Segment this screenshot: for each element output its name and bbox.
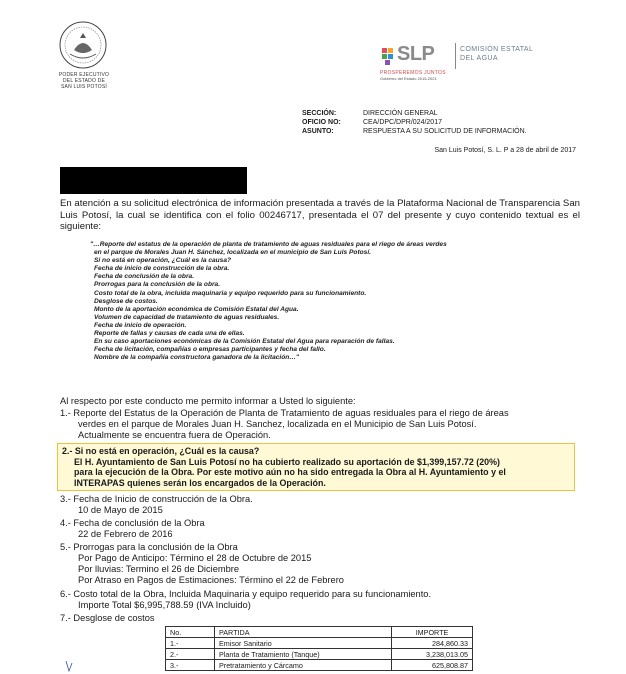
asunto-value: RESPUESTA A SU SOLICITUD DE INFORMACIÓN. <box>363 128 527 135</box>
quote-line: Fecha de inicio de operación. <box>94 321 187 329</box>
item-1 <box>60 408 588 441</box>
row-partida: Planta de Tratamiento (Tanque) <box>215 649 392 660</box>
quote-line: En su caso aportaciones económicas de la Comisión Estatal del Agua para reparación de fallas. <box>94 338 395 346</box>
table-header-row <box>166 627 473 638</box>
row-no: 3.- <box>166 660 215 671</box>
item-5-line: Por lluvias: Termino el 26 de Diciembre <box>78 564 240 574</box>
pen-mark-icon <box>64 660 74 672</box>
item-5-line: Por Atraso en Pagos de Estimaciones: Término el 22 de Febrero <box>78 575 344 585</box>
item-2 <box>62 446 570 489</box>
quote-line: Nombre de la compañía constructora ganadora de la licitación…" <box>94 354 300 362</box>
item-3-title: 3.- Fecha de Inicio de construcción de la Obra. <box>60 494 253 504</box>
item-3 <box>60 494 588 516</box>
agency-name-line: COMISIÓN ESTATAL <box>460 46 534 53</box>
logo-subtitle: Gobierno del Estado 2015-2021 <box>380 76 437 81</box>
logo-tagline: PROSPEREMOS JUNTOS <box>380 70 446 76</box>
quote-line: Reporte de fallas y causas de cada una de ellas. <box>94 330 245 338</box>
intro-paragraph: En atención a su solicitud electrónica de información presentada a través de la Plataforma Nacional de Transparencia San Luis Potosí, la cual se identifica con el folio 00246717, presentada el 07 del presente y cuyo contenido textual es el siguiente: <box>60 198 580 233</box>
item-2-title: 2.- Si no está en operación, ¿Cuál es la causa? <box>62 446 260 456</box>
seal-caption-line: PODER EJECUTIVO <box>58 72 110 78</box>
item-1-status: Actualmente se encuentra fuera de Operación. <box>78 430 271 440</box>
response-intro: Al respecto por este conducto me permito informar a Usted lo siguiente: <box>60 396 356 406</box>
item-6-title: 6.- Costo total de la Obra, Incluida Maquinaria y equipo requerido para su funcionamiento. <box>60 589 432 599</box>
header-divider <box>455 43 456 69</box>
item-4-title: 4.- Fecha de conclusión de la Obra <box>60 518 205 528</box>
quote-line: Monto de la aportación económica de Comisión Estatal del Agua. <box>94 305 299 313</box>
quote-line: Prorrogas para la conclusión de la obra. <box>94 281 221 289</box>
row-partida: Pretratamiento y Cárcamo <box>215 660 392 671</box>
redacted-recipient-block <box>60 167 247 194</box>
item-2-line: para la ejecución de la Obra. Por este motivo aún no ha sido entregada la Obra al H. Ayuntamiento y el <box>74 467 506 478</box>
item-1-line: 1.- Reporte del Estatus de la Operación de Planta de Tratamiento de aguas residuales para el riego de áreas <box>60 408 509 418</box>
row-importe: 3,238,013.05 <box>392 649 473 660</box>
row-no: 1.- <box>166 638 215 649</box>
document-date: San Luis Potosí, S. L. P a 28 de abril de 2017 <box>434 147 576 154</box>
quote-line: Fecha de inicio de construcción de la obra. <box>94 265 230 273</box>
item-5 <box>60 542 588 586</box>
quote-line: Desglose de costos. <box>94 297 158 305</box>
item-1-line: verdes en el parque de Morales Juan H. Sanchez, localizada en el Municipio de San Luis Potosí. <box>78 419 477 429</box>
quote-line: Si no está en operación, ¿Cuál es la causa? <box>94 257 232 265</box>
item-7 <box>60 613 588 624</box>
item-4-value: 22 de Febrero de 2016 <box>78 529 173 539</box>
quoted-request <box>90 241 560 362</box>
oficio-value: CEA/DPC/DPR/024/2017 <box>363 119 442 126</box>
seal-caption-line: DEL ESTADO DE <box>62 78 106 84</box>
item-3-value: 10 de Mayo de 2015 <box>78 505 163 515</box>
table-row <box>166 649 473 660</box>
row-importe: 625,808.87 <box>392 660 473 671</box>
asunto-label: ASUNTO: <box>302 128 334 135</box>
item-7-title: 7.- Desglose de costos <box>60 613 155 623</box>
seal-caption-line: SAN LUIS POTOSÍ <box>61 84 107 90</box>
oficio-label: OFICIO NO: <box>302 119 341 126</box>
item-6 <box>60 589 588 611</box>
item-5-line: Por Pago de Anticipo: Término el 28 de Octubre de 2015 <box>78 553 312 563</box>
item-4 <box>60 518 588 540</box>
table-row <box>166 660 473 671</box>
agency-name <box>460 45 533 63</box>
table-row <box>166 638 473 649</box>
quote-line: Volumen de capacidad de tratamiento de aguas residuales. <box>94 313 280 321</box>
row-partida: Emisor Sanitario <box>215 638 392 649</box>
slp-logo-text: SLP <box>397 43 435 65</box>
seal-caption <box>46 72 122 90</box>
row-no: 2.- <box>166 649 215 660</box>
quote-line: Fecha de conclusión de la obra. <box>94 273 195 281</box>
item-2-line: INTERAPAS quienes serán los encargados de la Operación. <box>74 478 326 489</box>
seccion-value: DIRECCIÓN GENERAL <box>363 110 438 117</box>
cost-breakdown-table <box>165 626 473 671</box>
col-header-no: No. <box>166 627 215 638</box>
item-6-value: Importe Total $6,995,788.59 (IVA Incluido) <box>78 600 251 610</box>
seccion-label: SECCIÓN: <box>302 110 337 117</box>
agency-name-line: DEL AGUA <box>460 55 498 62</box>
item-5-title: 5.- Prorrogas para la conclusión de la Obra <box>60 542 238 552</box>
state-seal-emblem <box>58 20 108 70</box>
col-header-partida: PARTIDA <box>215 627 392 638</box>
quote-line: Costo total de la obra, incluida maquinaria y equipo requerido para su funcionamiento. <box>94 289 367 297</box>
row-importe: 284,860.33 <box>392 638 473 649</box>
quote-line: en el parque de Morales Juan H. Sánchez, localizada en el municipio de San Luis Potosí. <box>94 249 372 257</box>
item-2-line: El H. Ayuntamiento de San Luis Potosí no ha cubierto realizado su aportación de $1,399,157.72 (20%) <box>74 456 500 467</box>
quote-line: Fecha de licitación, compañías o empresas participantes y fecha del fallo. <box>94 346 326 354</box>
col-header-importe: IMPORTE <box>392 627 473 638</box>
quote-line: "…Reporte del estatus de la operación de planta de tratamiento de aguas residuales para el riego de áreas verdes <box>90 241 447 248</box>
